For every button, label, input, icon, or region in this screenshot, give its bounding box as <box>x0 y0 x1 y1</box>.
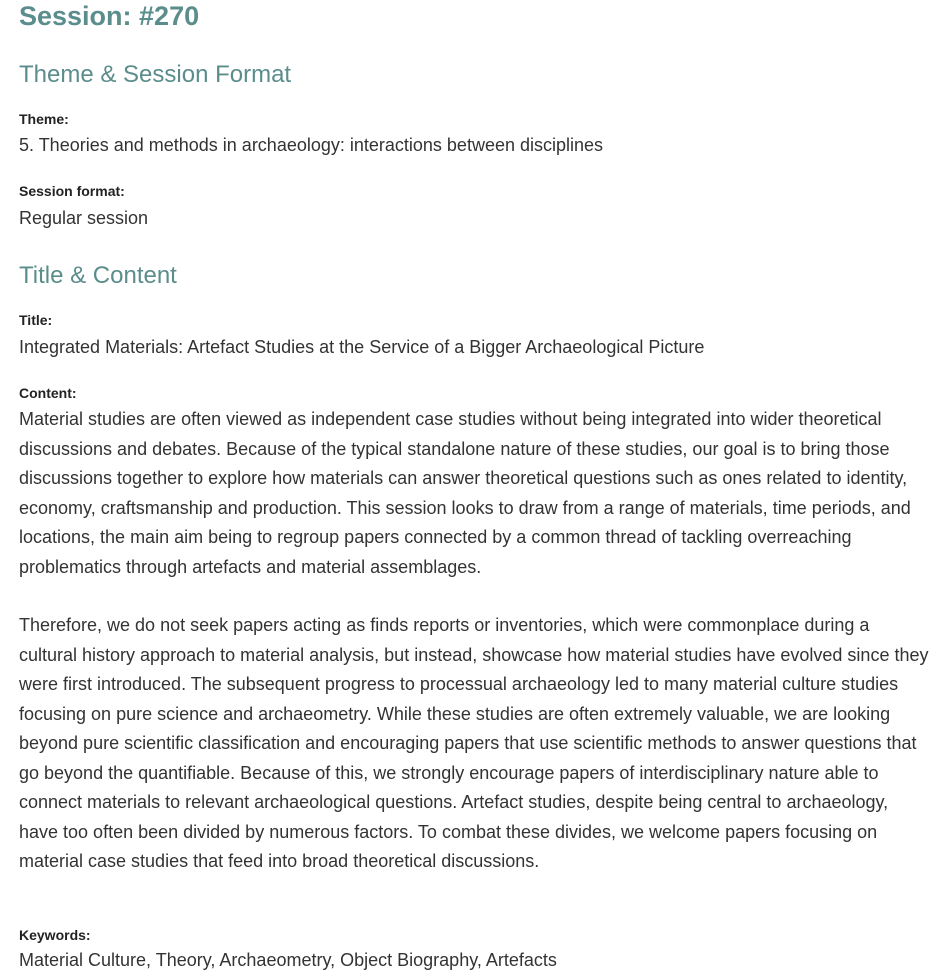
content-paragraph: Material studies are often viewed as independent case studies without being integrated into wider theoretical discussions and debates. Because of the typical standalone nature of these studies, our goal is to bring those discussions together to explore how materials can answer theoretical questions such as ones related to identity, economy, craftsmanship and production. This session looks to draw from a range of materials, time periods, and locations, the main aim being to regroup papers connected by a common thread of tackling overreaching problematics through artefacts and material assemblages. <box>19 409 911 577</box>
title-value: Integrated Materials: Artefact Studies at the Service of a Bigger Archaeological Picture <box>19 337 705 357</box>
content-label: Content: <box>19 385 77 401</box>
theme-value: 5. Theories and methods in archaeology: interactions between disciplines <box>19 135 604 155</box>
title-label: Title: <box>19 312 53 328</box>
theme-format-heading: Theme & Session Format <box>19 61 292 88</box>
content-paragraph: Therefore, we do not seek papers acting as finds reports or inventories, which were commonplace during a cultural history approach to material analysis, but instead, showcase how material studies have evolved since they were first introduced. The subsequent progress to processual archaeology led to many material culture studies focusing on pure science and archaeometry. While these studies are often extremely valuable, we are looking beyond pure scientific classification and encouraging papers that use scientific methods to answer questions that go beyond the quantifiable. Because of this, we strongly encourage papers of interdisciplinary nature able to connect materials to relevant archaeological questions. Artefact studies, despite being central to archaeology, have too often been divided by numerous factors. To combat these divides, we welcome papers focusing on material case studies that feed into broad theoretical discussions. <box>19 615 929 871</box>
page-title: Session: #270 <box>19 1 200 31</box>
session-format-value: Regular session <box>19 208 149 228</box>
keywords-label: Keywords: <box>19 927 91 943</box>
theme-label: Theme: <box>19 111 69 127</box>
title-content-heading: Title & Content <box>19 262 177 289</box>
keywords-value: Material Culture, Theory, Archaeometry, Object Biography, Artefacts <box>19 950 557 970</box>
session-format-label: Session format: <box>19 183 125 199</box>
